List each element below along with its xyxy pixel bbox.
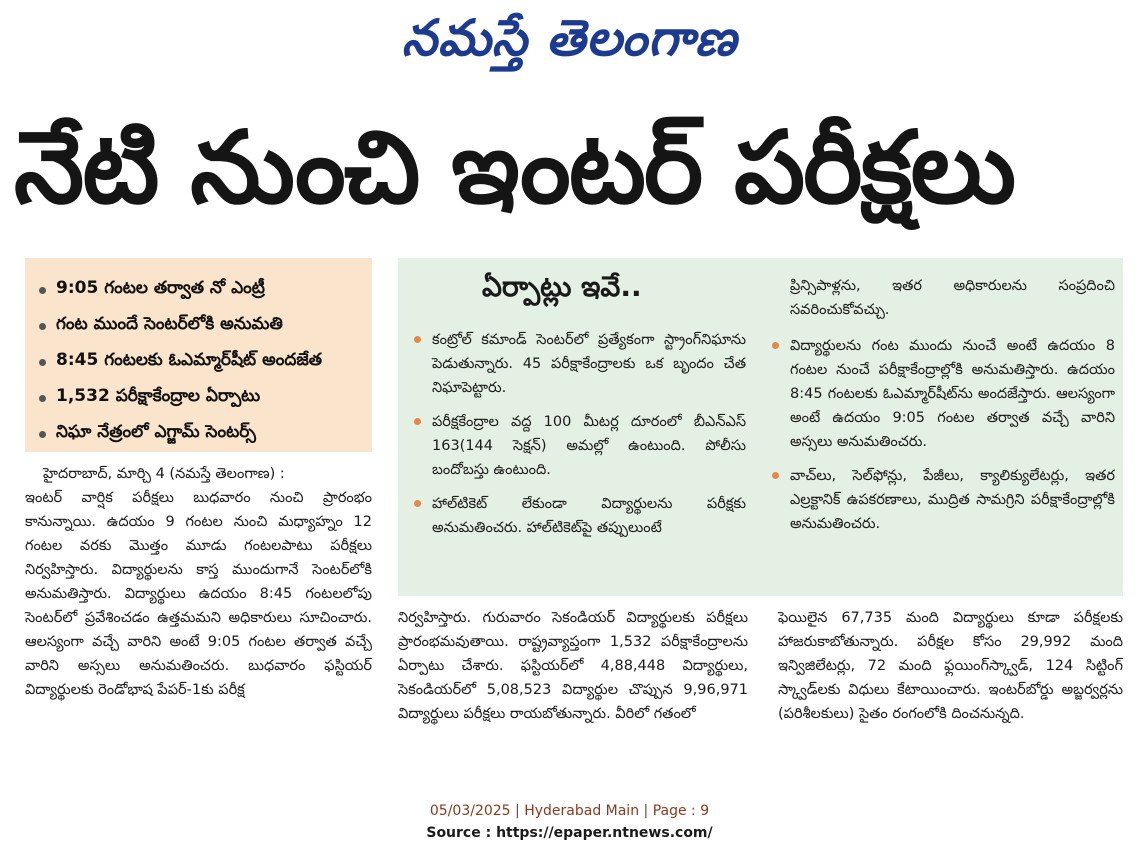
article-text: ఇంటర్ వార్షిక పరీక్షలు బుధవారం నుంచి ప్రారంభం కానున్నాయి. ఉదయం 9 గంటల నుంచి మధ్యాహ్నం 12 గంటల వరకు మొత్తం మూడు గంటలపాటు పరీక్షలు నిర్వహిస్తారు. విద్యార్థులను కాస్త ముందుగానే సెంటర్‌లోకి అనుమతిస్తారు. విద్యార్థులు ఉదయం 8:45 గంటలలోపు సెంటర్‌లో ప్రవేశించడం ఉత్తమమని అధికారులు సూచించారు. ఆలస్యంగా వచ్చే వారిని అంటే 9:05 గంటల తర్వాత వచ్చే వారిని అస్సలు అనుమతించరు. బుధవారం ఫస్టియర్ విద్యార్థులకు రెండోభాష పేపర్-1కు పరీక్ష [25,490,372,698]
footer-source: Source : https://epaper.ntnews.com/ [426,825,713,841]
article-text: నిర్వహిస్తారు. గురువారం సెకండియర్ విద్యార్థులకు పరీక్షలు ప్రారంభమవుతాయి. రాష్ట్రవ్యాప్తంగా 1,532 పరీక్షాకేంద్రాలను ఏర్పాటు చేశారు. ఫస్టియర్‌లో 4,88,448 విద్యార్థులు, సెకండియర్‌లో 5,08,523 విద్యార్థుల చొప్పున 9,96,971 విద్యార్థులు పరీక్షలు రాయబోతున్నారు. వీరిలో గతంలో [398,610,748,722]
bullet-icon [772,342,779,349]
bullet-icon [39,287,46,294]
masthead [0,0,1139,80]
arrangement-item: పరీక్షకేంద్రాల వద్ద 100 మీటర్ల దూరంలో బీఎన్‌ఎస్ 163(144 సెక్షన్) అమల్లో ఉంటుంది. పోలీసు బందోబస్తు ఉంటుంది. [412,410,746,482]
footer [0,800,1139,844]
highlight-item: 1,532 పరీక్షాకేంద్రాల ఏర్పాటు [39,380,366,416]
arrangements-right-column [770,274,1115,546]
highlight-item: 8:45 గంటలకు ఓఎమ్మార్‌షీట్ అందజేత [39,344,366,380]
article-column-1 [25,462,372,702]
footer-meta: 05/03/2025 | Hyderabad Main | Page : 9 [429,803,710,819]
bullet-icon [414,418,421,425]
article-column-2 [398,606,748,726]
arrangement-continuation: ప్రిన్సిపాళ్లను, ఇతర అధికారులను సంప్రదించి సవరించుకోవచ్చు. [790,278,1115,318]
highlight-item: 9:05 గంటల తర్వాత నో ఎంట్రీ [39,272,366,308]
bullet-icon [39,395,46,402]
arrangements-title: ఏర్పాట్లు ఇవే.. [482,270,642,303]
masthead-logo: నమస్తే తెలంగాణ [401,8,738,67]
arrangement-item: హాల్‌టికెట్ లేకుండా విద్యార్థులను పరీక్షకు అనుమతించరు. హాల్‌టికెట్‌పై తప్పులుంటే [412,492,746,540]
headline: నేటి నుంచి ఇంటర్ పరీక్షలు [14,109,1015,226]
highlight-item: నిఘా నేత్రంలో ఎగ్జామ్ సెంటర్స్ [39,416,366,452]
arrangements-left-column [412,328,746,550]
article-column-3 [778,606,1123,726]
highlights-box [25,258,372,452]
bullet-icon [39,323,46,330]
article-text: ఫెయిలైన 67,735 మంది విద్యార్థులు కూడా పరీక్షలకు హాజరుకాబోతున్నారు. పరీక్షల కోసం 29,992 మంది ఇన్విజిలేటర్లు, 72 మంది ఫ్లయింగ్‌స్క్వాడ్, 124 సిట్టింగ్ స్క్వాడ్‌లకు విధులు కేటాయించారు. ఇంటర్‌బోర్డు అబ్జర్వర్లను (పరిశీలకులు) సైతం రంగంలోకి దించనున్నది. [778,610,1123,722]
arrangement-item: వాచ్‌లు, సెల్‌ఫోన్లు, పేజీలు, క్యాలిక్యులేటర్లు, ఇతర ఎల్రక్టానిక్ ఉపకరణాలు, ముద్రిత సామగ్రిని పరీక్షాకేంద్రాల్లోకి అనుమతించరు. [770,464,1115,536]
highlight-item: గంట ముందే సెంటర్‌లోకి అనుమతి [39,308,366,344]
bullet-icon [414,336,421,343]
bullet-icon [414,500,421,507]
bullet-icon [39,431,46,438]
arrangement-item: విద్యార్థులను గంట ముందు నుంచే అంటే ఉదయం 8 గంటల నుంచే పరీక్షాకేంద్రాల్లోకి అనుమతిస్తారు. ఉదయం 8:45 గంటలకు ఓఎమ్మార్‌షీట్‌ను అందజేస్తారు. ఆలస్యంగా అంటే ఉదయం 9:05 గంటల తర్వాత వచ్చే వారిని అస్సలు అనుమతించరు. [770,334,1115,454]
bullet-icon [772,472,779,479]
arrangement-item: కంట్రోల్ కమాండ్ సెంటర్‌లో ప్రత్యేకంగా స్ట్రాంగ్‌నిఘాను పెడుతున్నారు. 45 పరీక్షాకేంద్రాలకు ఒక బృందం చేత నిఘాపెట్టారు. [412,328,746,400]
dateline: హైదరాబాద్, మార్చి 4 (నమస్తే తెలంగాణ) : [43,466,285,482]
bullet-icon [39,359,46,366]
